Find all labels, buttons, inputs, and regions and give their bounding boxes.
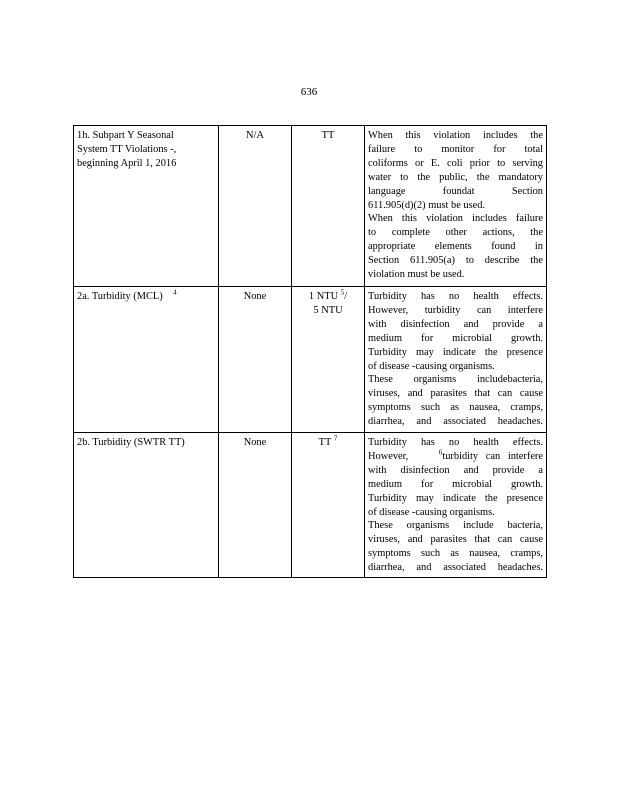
effects-line [368, 450, 543, 464]
effects-line: of disease -causing organisms. [368, 506, 495, 518]
effects-line: symptoms such as nausea, cramps, [368, 402, 543, 414]
effects-line: Turbidity may indicate the presence [368, 346, 543, 358]
mcl-value: None [243, 291, 267, 302]
treatment-value: TT [318, 437, 332, 448]
table-row-2a [74, 287, 547, 433]
treatment-value: TT [321, 130, 335, 141]
contaminant-line: 1h. Subpart Y Seasonal [77, 130, 174, 141]
effects-line: with disinfection and provide a [368, 464, 543, 476]
contaminant-cell [74, 433, 219, 578]
treatment-line [295, 290, 361, 304]
treatment-line [295, 436, 361, 450]
effects-line: of disease -causing organisms. [368, 360, 495, 372]
effects-line: diarrhea, and associated headaches. [368, 416, 543, 428]
effects-line: diarrhea, and associated headaches. [368, 562, 543, 574]
footnote-marker: 5 [340, 288, 345, 297]
footnote-marker: 4 [173, 288, 177, 297]
contaminant-cell [74, 126, 219, 287]
effects-line: symptoms such as nausea, cramps, [368, 548, 543, 560]
contaminant-table [73, 125, 547, 578]
table-row-1h [74, 126, 547, 287]
mcl-value: N/A [246, 130, 264, 141]
mcl-cell [219, 126, 292, 287]
treatment-separator: / [344, 291, 348, 302]
effects-line: to complete other actions, the [368, 227, 543, 239]
contaminant-line: 2b. Turbidity (SWTR TT) [77, 437, 185, 448]
effects-line: Turbidity has no health effects. [368, 437, 543, 448]
table-row-2b [74, 433, 547, 578]
effects-line: appropriate elements found in [368, 241, 543, 253]
effects-line: viruses, and parasites that can cause [368, 534, 543, 546]
effects-line: 611.905(d)(2) must be used. [368, 199, 486, 211]
effects-line: However, turbidity can interfere [368, 304, 543, 316]
effects-line: When this violation includes the [368, 130, 543, 141]
effects-line: viruses, and parasites that can cause [368, 388, 543, 400]
effects-line: medium for microbial growth. [368, 332, 543, 344]
contaminant-line: beginning April 1, 2016 [77, 157, 177, 169]
mcl-cell [219, 433, 292, 578]
health-effects-cell [365, 126, 547, 287]
treatment-cell [292, 126, 365, 287]
effects-line: When this violation includes failure [368, 213, 543, 225]
effects-line: Turbidity may indicate the presence [368, 492, 543, 504]
treatment-cell [292, 433, 365, 578]
treatment-line-2: 5 NTU [313, 304, 343, 316]
health-effects-cell [365, 433, 547, 578]
effects-line: failure to monitor for total [368, 143, 543, 155]
effects-line: These organisms includebacteria, [368, 374, 543, 386]
effects-text: turbidity can interfere [442, 450, 543, 462]
effects-line: medium for microbial growth. [368, 478, 543, 490]
effects-line: Turbidity has no health effects. [368, 291, 543, 302]
effects-line: These organisms include bacteria, [368, 520, 543, 532]
footnote-marker: 6 [438, 448, 443, 457]
contaminant-line: System TT Violations -, [77, 143, 177, 155]
contaminant-cell [74, 287, 219, 433]
treatment-value: 1 NTU [308, 291, 339, 302]
health-effects-cell [365, 287, 547, 433]
effects-line: water to the public, the mandatory [368, 171, 543, 183]
effects-line: violation must be used. [368, 269, 465, 281]
page-number: 636 [300, 86, 318, 98]
effects-line: Section 611.905(a) to describe the [368, 255, 543, 267]
effects-text: However, [368, 450, 409, 462]
effects-line: coliforms or E. coli prior to serving [368, 157, 543, 169]
effects-line: with disinfection and provide a [368, 318, 543, 330]
footnote-marker: 7 [333, 434, 338, 443]
contaminant-line [77, 290, 215, 304]
contaminant-text: 2a. Turbidity (MCL) [77, 291, 163, 302]
mcl-cell [219, 287, 292, 433]
effects-line: language foundat Section [368, 185, 543, 197]
treatment-cell [292, 287, 365, 433]
mcl-value: None [243, 437, 267, 448]
